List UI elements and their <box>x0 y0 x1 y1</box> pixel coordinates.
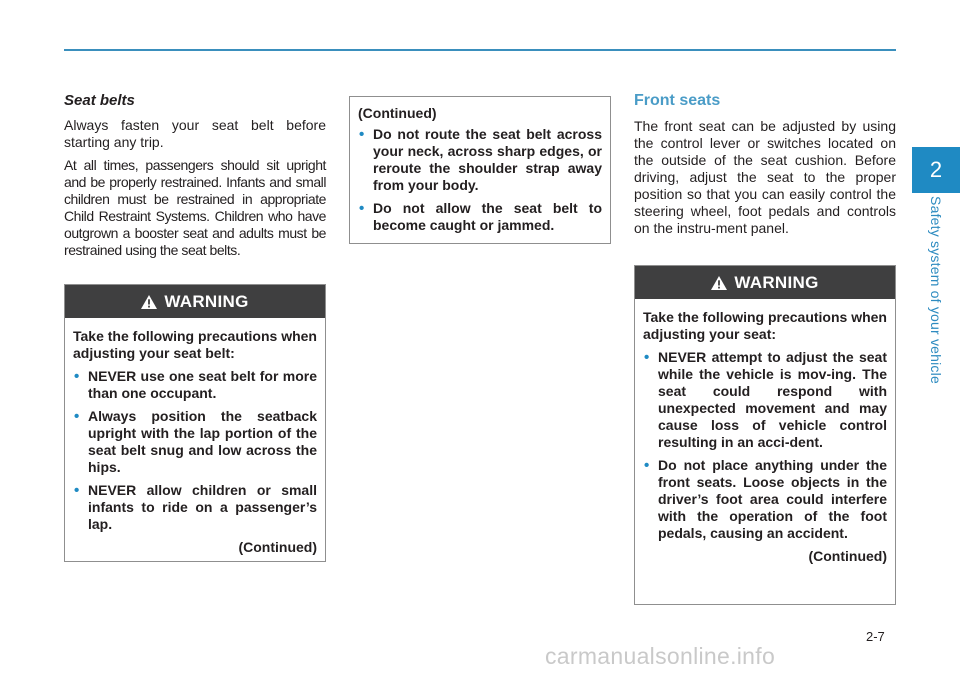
warning-item: • Do not allow the seat belt to become caught or jammed. <box>359 200 602 233</box>
seat-belts-paragraph-2: At all times, passengers should sit upright and be properly restrained. Infants and small children must be restrained in appropriate Child Restraint Systems. Children who have outgrown a booster seat and adults must be restrained using the seat belts. <box>64 157 326 258</box>
warning-item: • NEVER allow children or small infants to ride on a passenger’s lap. <box>74 482 317 532</box>
seat-belts-paragraph-1: Always fasten your seat belt before starting any trip. <box>64 117 326 150</box>
chapter-number-tab <box>912 147 960 193</box>
continued-label: (Continued) <box>238 539 317 555</box>
warning-triangle-icon <box>141 295 157 309</box>
warning-item: • Do not place anything under the front seats. Loose objects in the driver’s foot area could interfere with the operation of the foot pedals, causing an accident. <box>644 457 887 541</box>
warning-item: • NEVER attempt to adjust the seat while the vehicle is mov-ing. The seat could respond with unexpected movement and may cause loss of vehicle control resulting in an acci-dent. <box>644 349 887 450</box>
warning-header <box>635 266 895 299</box>
warning-item: • NEVER use one seat belt for more than one occupant. <box>74 368 317 401</box>
page-number: 2-7 <box>866 629 885 644</box>
warning-item: • Do not route the seat belt across your neck, across sharp edges, or reroute the shoulder strap away from your body. <box>359 126 602 193</box>
watermark: carmanualsonline.info <box>545 643 776 669</box>
chapter-title: Safety system of your vehicle <box>928 196 944 384</box>
bullet-dot-icon: • <box>359 126 365 143</box>
continued-heading: (Continued) <box>358 105 437 121</box>
continued-label: (Continued) <box>808 548 887 564</box>
chapter-number: 2 <box>929 157 943 182</box>
seat-belt-warning-continued-box <box>349 96 611 244</box>
warning-item: • Always position the seatback upright with the lap portion of the seat belt snug and low across the hips. <box>74 408 317 475</box>
warning-header <box>65 285 325 318</box>
warning-triangle-icon <box>711 276 727 290</box>
front-seats-heading: Front seats <box>634 92 721 109</box>
bullet-dot-icon: • <box>74 368 80 385</box>
seat-belt-warning-box <box>64 284 326 562</box>
bullet-dot-icon: • <box>644 457 650 474</box>
bullet-dot-icon: • <box>74 482 80 499</box>
warning-label: WARNING <box>164 291 249 311</box>
warning-label: WARNING <box>734 272 819 292</box>
warning-intro: Take the following precautions when adjusting your seat: <box>643 309 887 342</box>
top-rule <box>64 49 896 51</box>
warning-intro: Take the following precautions when adjusting your seat belt: <box>73 328 317 361</box>
seat-warning-box <box>634 265 896 605</box>
bullet-dot-icon: • <box>359 200 365 217</box>
front-seats-paragraph: The front seat can be adjusted by using the control lever or switches located on the outside of the seat cushion. Before driving, adjust the seat to the proper position so that you can easily control the steering wheel, foot pedals and controls on the instru-ment panel. <box>634 118 896 236</box>
bullet-dot-icon: • <box>644 349 650 366</box>
front-seats-section <box>634 92 896 243</box>
seat-belts-heading: Seat belts <box>64 92 135 109</box>
bullet-dot-icon: • <box>74 408 80 425</box>
seat-belts-section <box>64 92 326 265</box>
